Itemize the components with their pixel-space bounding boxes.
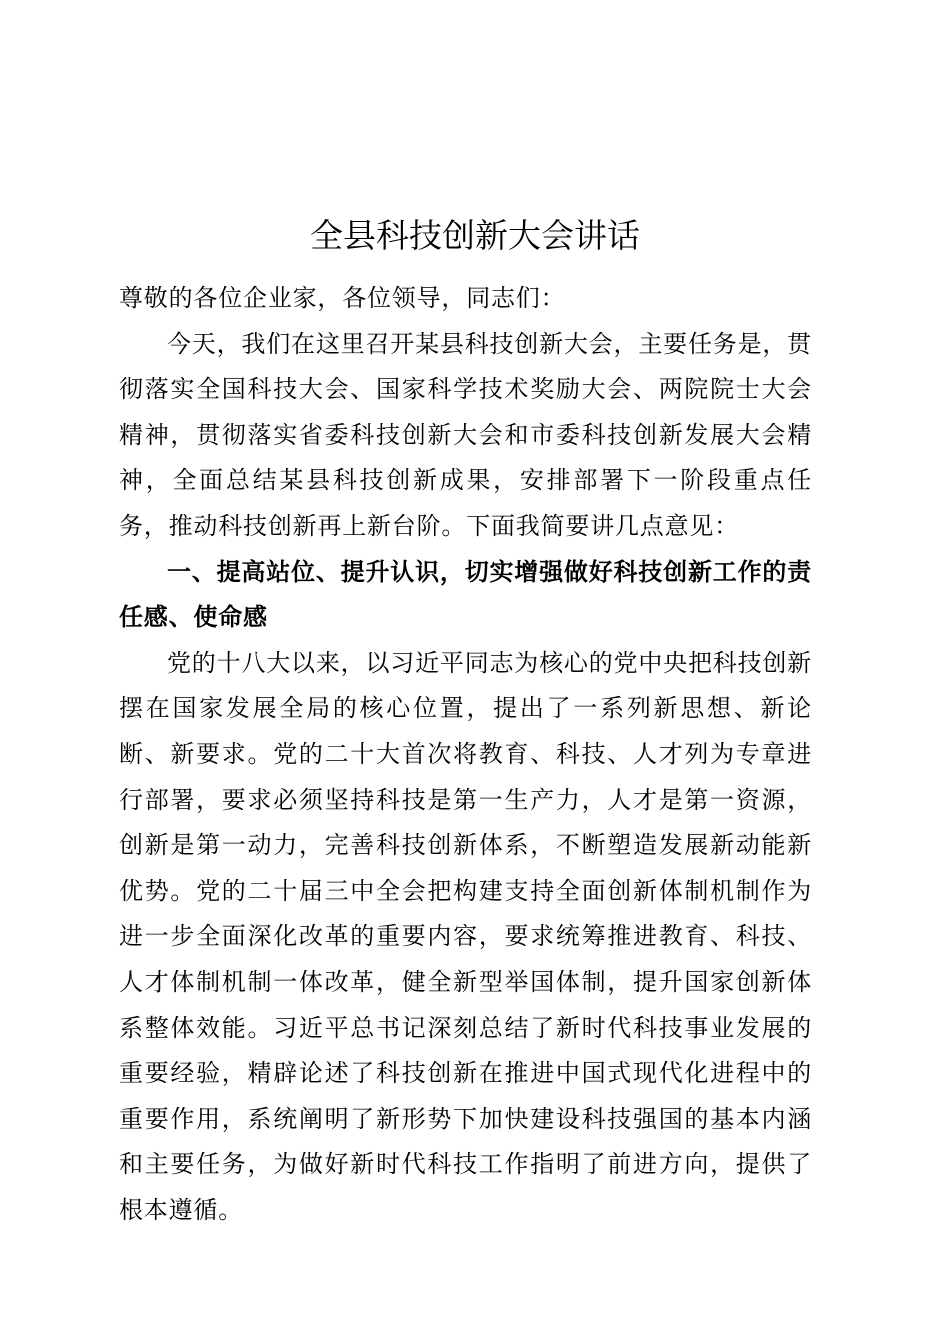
document-body — [119, 276, 812, 1233]
document-title: 全县科技创新大会讲话 — [310, 216, 640, 255]
intro-paragraph: 今天，我们在这里召开某县科技创新大会，主要任务是，贯彻落实全国科技大会、国家科学技术奖励大会、两院院士大会精神，贯彻落实省委科技创新大会和市委科技创新发展大会精神，全面总结某县科技创新成果，安排部署下一阶段重点任务，推动科技创新再上新台阶。下面我简要讲几点意见： — [119, 329, 812, 540]
section-heading-1: 一、提高站位、提升认识，切实增强做好科技创新工作的责任感、使命感 — [119, 557, 812, 632]
section-1-paragraph: 党的十八大以来，以习近平同志为核心的党中央把科技创新摆在国家发展全局的核心位置，提出了一系列新思想、新论断、新要求。党的二十大首次将教育、科技、人才列为专章进行部署，要求必须坚持科技是第一生产力，人才是第一资源，创新是第一动力，完善科技创新体系，不断塑造发展新动能新优势。党的二十届三中全会把构建支持全面创新体制机制作为进一步全面深化改革的重要内容，要求统筹推进教育、科技、人才体制机制一体改革，健全新型举国体制，提升国家创新体系整体效能。习近平总书记深刻总结了新时代科技事业发展的重要经验，精辟论述了科技创新在推进中国式现代化进程中的重要作用，系统阐明了新形势下加快建设科技强国的基本内涵和主要任务，为做好新时代科技工作指明了前进方向，提供了根本遵循。 — [119, 648, 812, 1224]
salutation: 尊敬的各位企业家，各位领导，同志们： — [119, 284, 566, 312]
